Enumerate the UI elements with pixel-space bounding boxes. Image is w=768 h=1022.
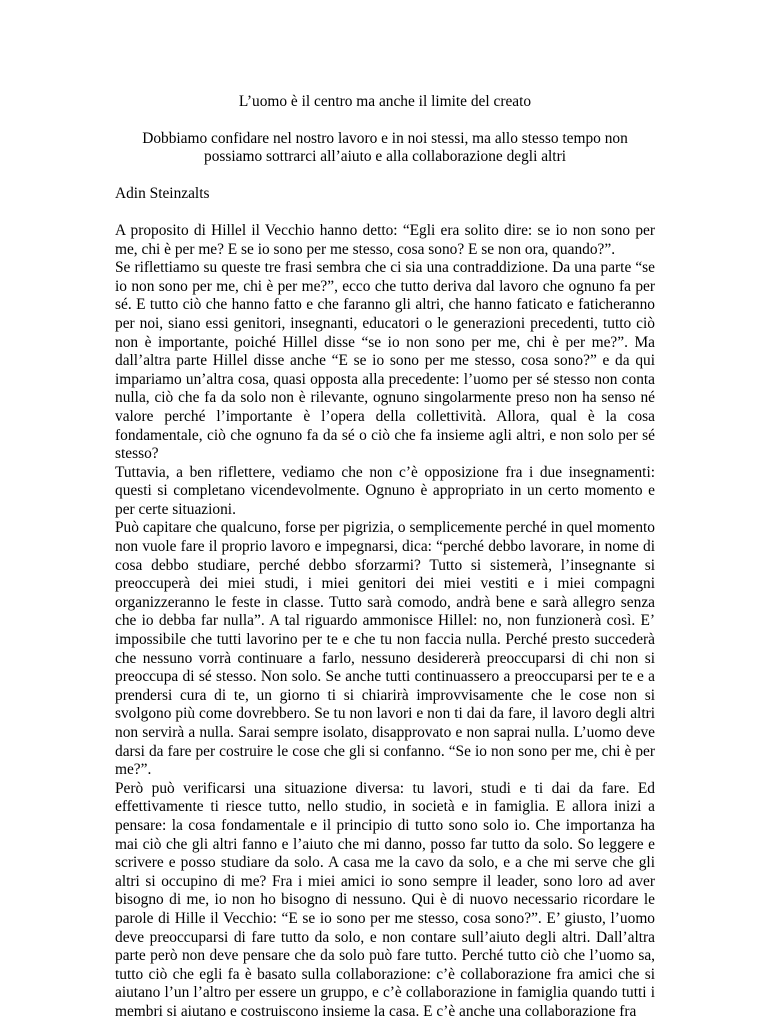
document-subtitle: Dobbiamo confidare nel nostro lavoro e in noi stessi, ma allo stesso tempo non possiamo sottrarci all’aiuto e alla collaborazione degli altri — [142, 129, 628, 166]
paragraph: Se riflettiamo su queste tre frasi sembra che ci sia una contraddizione. Da una parte “se io non sono per me, chi è per me?”, ecco che tutto deriva dal lavoro che ognuno fa per sé. E tutto ciò che hanno fatto e che faranno gli altri, che hanno faticato e faticheranno per noi, siano essi genitori, insegnanti, educatori o le generazioni precedenti, tutto ciò non è importante, poiché Hillel disse “se io non sono per me, chi è per me?”. Ma dall’altra parte Hillel disse anche “E se io sono per me stesso, cosa sono?” e da qui impariamo un’altra cosa, quasi opposta alla precedente: l’uomo per sé stesso non conta nulla, ciò che fa da solo non è rilevante, ognuno singolarmente preso non ha senso né valore perché l’importante è l’opera della collettività. Allora, qual è la cosa fondamentale, ciò che ognuno fa da sé o ciò che fa insieme agli altri, e non solo per sé stesso? — [115, 259, 655, 463]
document-page — [115, 93, 655, 1022]
paragraph: A proposito di Hillel il Vecchio hanno detto: “Egli era solito dire: se io non sono per me, chi è per me? E se io sono per me stesso, cosa sono? E se non ora, quando?”. — [115, 221, 655, 258]
paragraph: Può capitare che qualcuno, forse per pigrizia, o semplicemente perché in quel momento non vuole fare il proprio lavoro e impegnarsi, dica: “perché debbo lavorare, in nome di cosa debbo studiare, perché debbo sforzarmi? Tutto si sistemerà, l’insegnante si preoccuperà dei miei studi, i miei genitori dei miei vestiti e i miei compagni organizzeranno le feste in classe. Tutto sarà comodo, andrà bene e sarà allegro senza che io debba far nulla”. A tal riguardo ammonisce Hillel: no, non funzionerà così. E’ impossibile che tutti lavorino per te e che tu non faccia nulla. Perché presto succederà che nessuno vorrà continuare a farlo, nessuno desidererà preoccuparsi di chi non si preoccupa di sé stesso. Non solo. Se anche tutti continuassero a preoccuparsi per te e a prendersi cura di te, un giorno ti si chiarirà improvvisamente che le cose non si svolgono più come dovrebbero. Se tu non lavori e non ti dai da fare, il lavoro degli altri non servirà a nulla. Sarai sempre isolato, disapprovato e non saprai nulla. L’uomo deve darsi da fare per costruire le cose che gli si confanno. “Se io non sono per me, chi è per me?”. — [115, 519, 655, 779]
paragraph: Tuttavia, a ben riflettere, vediamo che non c’è opposizione fra i due insegnamenti: questi si completano vicendevolmente. Ognuno è appropriato in un certo momento e per certe situazioni. — [115, 463, 655, 518]
paragraph: Però può verificarsi una situazione diversa: tu lavori, studi e ti dai da fare. Ed effettivamente ti riesce tutto, nello studio, in società e in famiglia. E allora inizi a pensare: la cosa fondamentale e il principio di tutto sono solo io. Che importanza ha mai ciò che gli altri fanno e l’aiuto che mi danno, posso far tutto da solo. So leggere e scrivere e posso studiare da solo. A casa me la cavo da solo, e a che mi serve che gli altri si occupino di me? Fra i miei amici io sono sempre il leader, sono loro ad aver bisogno di me, io non ho bisogno di nessuno. Qui è di nuovo necessario ricordare le parole di Hille il Vecchio: “E se io sono per me stesso, cosa sono?”. E’ giusto, l’uomo deve preoccuparsi di fare tutto da solo, e non contare sull’aiuto degli altri. Dall’altra parte però non deve pensare che da solo può fare tutto. Perché tutto ciò che l’uomo sa, tutto ciò che egli fa è basato sulla collaborazione: c’è collaborazione fra amici che si aiutano l’un l’altro per essere un gruppo, e c’è collaborazione in famiglia quando tutti i membri si aiutano e costruiscono insieme la casa. E c’è anche una collaborazione fra — [115, 779, 655, 1020]
document-author: Adin Steinzalts — [115, 184, 210, 202]
document-title: L’uomo è il centro ma anche il limite del creato — [238, 93, 532, 110]
